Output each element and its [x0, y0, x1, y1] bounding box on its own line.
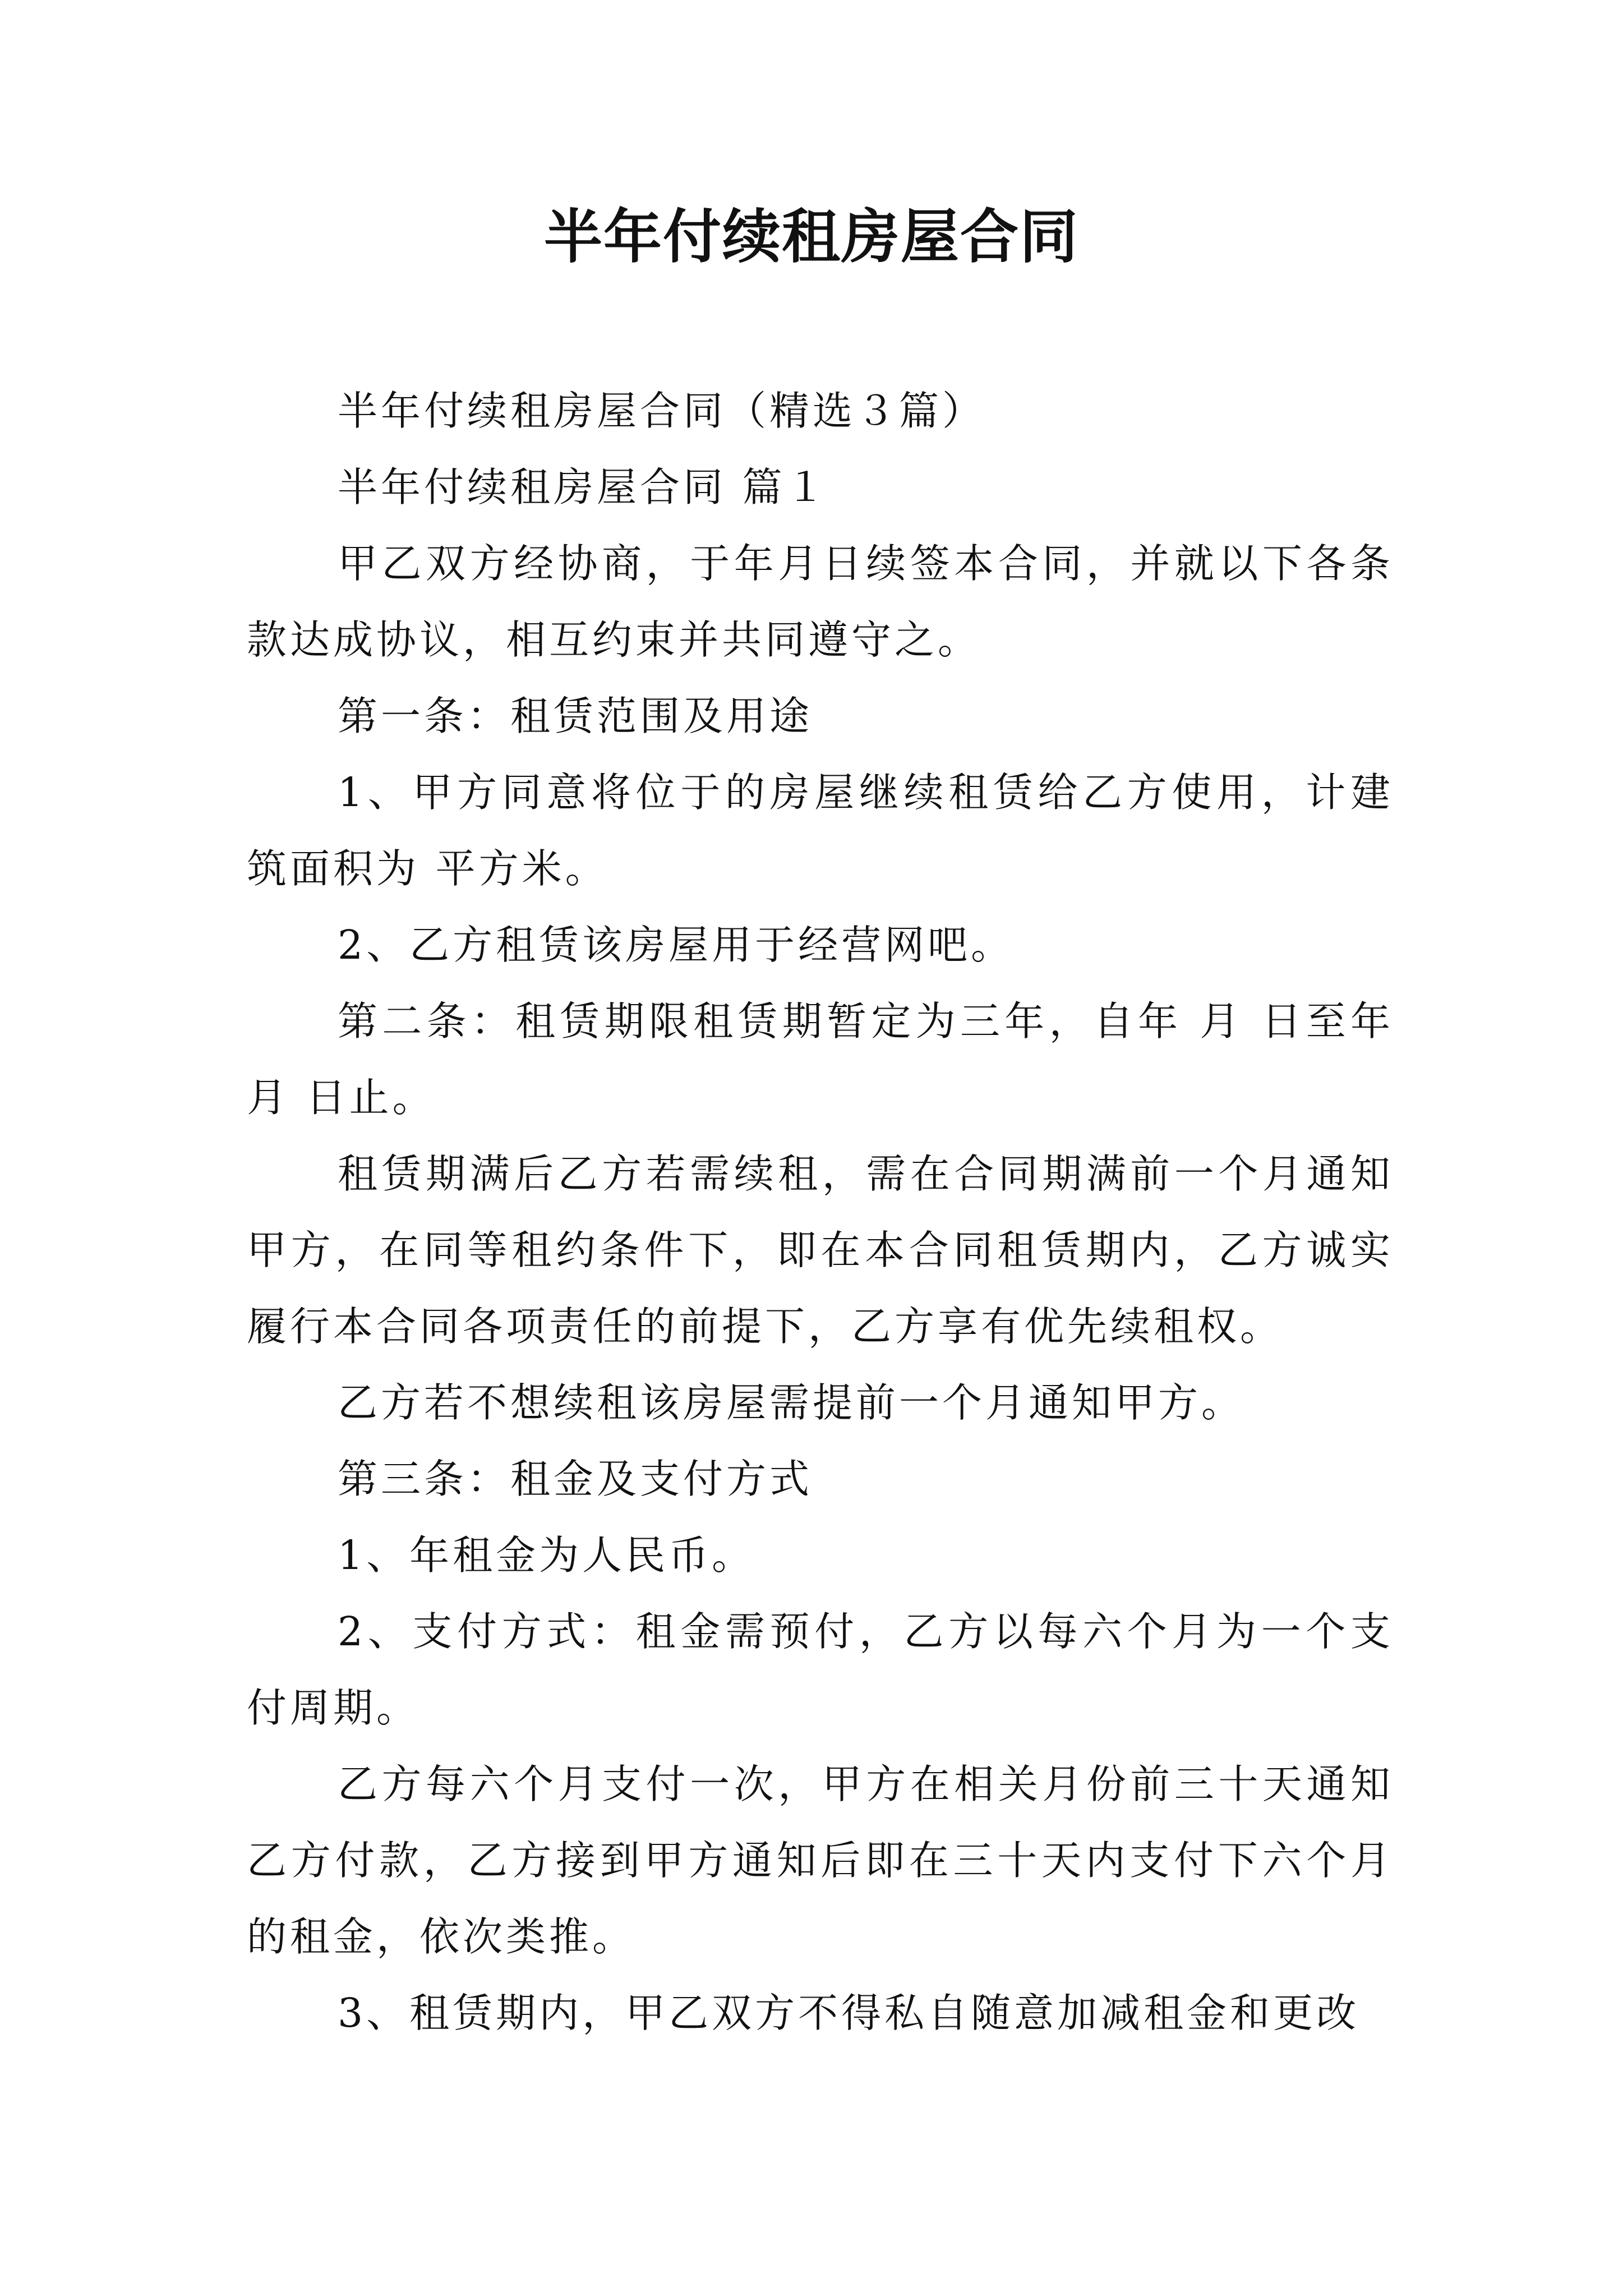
document-title: 半年付续租房屋合同: [543, 202, 1079, 271]
paragraph-article-1-item-2: 2、乙方租赁该房屋用于经营网吧。: [338, 922, 1015, 968]
paragraph-non-renewal-notice: 乙方若不想续租该房屋需提前一个月通知甲方。: [338, 1379, 1245, 1426]
paragraph-article-3-item-1: 1、年租金为人民币。: [338, 1532, 755, 1579]
paragraph-article-2-heading: 第二条：租赁期限租赁期暂定为三年，自年 月 日至年月 日止。: [247, 998, 1394, 1121]
document-body: [247, 373, 1394, 2051]
paragraph-article-3-heading: 第三条：租金及支付方式: [338, 1456, 813, 1502]
paragraph-payment-schedule: 乙方每六个月支付一次，甲方在相关月份前三十天通知乙方付款，乙方接到甲方通知后即在三十天内支付下六个月的租金，依次类推。: [247, 1761, 1394, 1960]
paragraph-article-3-item-2: 2、支付方式：租金需预付，乙方以每六个月为一个支付周期。: [247, 1608, 1394, 1731]
paragraph-collection-title: 半年付续租房屋合同（精选３篇）: [338, 388, 986, 434]
paragraph-section-heading: 半年付续租房屋合同 篇１: [338, 464, 829, 510]
paragraph-renewal-notice: 租赁期满后乙方若需续租，需在合同期满前一个月通知甲方，在同等租约条件下，即在本合同租赁期内，乙方诚实履行本合同各项责任的前提下，乙方享有优先续租权。: [247, 1151, 1394, 1350]
paragraph-article-3-item-3: 3、租赁期内，甲乙双方不得私自随意加减租金和更改: [338, 1990, 1360, 2036]
paragraph-article-1-item-1: 1、甲方同意将位于的房屋继续租赁给乙方使用，计建筑面积为 平方米。: [247, 769, 1394, 892]
paragraph-preamble: 甲乙双方经协商，于年月日续签本合同，并就以下各条款达成协议，相互约束并共同遵守之。: [247, 540, 1394, 663]
paragraph-article-1-heading: 第一条：租赁范围及用途: [338, 693, 813, 739]
